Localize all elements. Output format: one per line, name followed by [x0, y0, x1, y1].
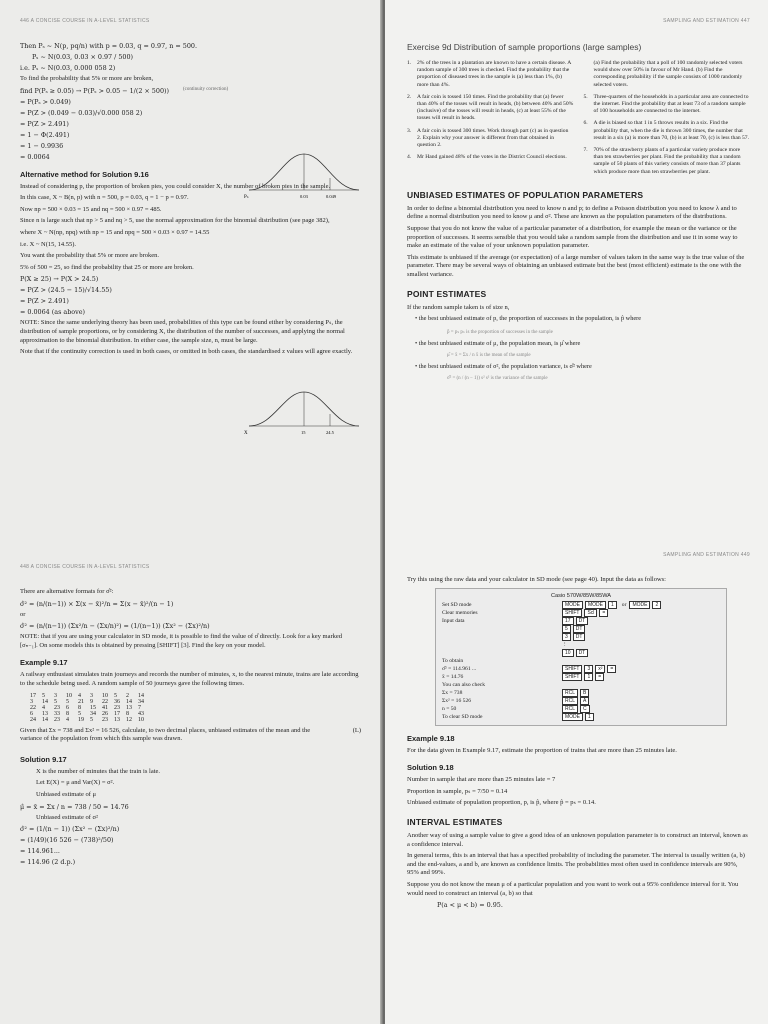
example-heading: Example 9.18 [407, 733, 455, 743]
table-cell: 10 [102, 692, 108, 699]
exercise-item [407, 60, 574, 89]
item-text: A die is biased so that 1 in 5 throws results in a six. Find the probability that, when the die is thrown 300 times, the number that result in a six (a) is more than 70, (b) is at least 70, (c) is less than 57. [593, 120, 750, 141]
calculator-row [442, 649, 720, 657]
solution-line: μ̂ = x̄ = Σx / n = 738 / 50 = 14.76 [20, 802, 129, 811]
math-line: = 0.0064 [20, 152, 50, 161]
paragraph: In order to define a binomial distribution you need to know n and p; to define a Poisson distribution you need to know λ and to define a normal distribution you need to know μ and σ². These are known as the population parameters of the distributions. [407, 204, 737, 221]
calculator-key: A [580, 697, 589, 705]
calculator-model: Casio 570W/85W/85WA [550, 592, 612, 599]
solution-line: Unbiased estimate of population proportion, p, is p̂, where p̂ = pₛ = 0.14. [407, 799, 596, 807]
calculator-row-label: x̄ = 14.76 [442, 673, 464, 680]
page-449 [385, 512, 768, 1024]
math-line: = P(Z > 2.491) [20, 119, 69, 128]
exercise-column-right [584, 60, 751, 181]
paragraph: Another way of using a sample value to give a good idea of an unknown population parameter is to construct an interval, known as a confidence interval. [407, 831, 748, 848]
axis-value: 24.5 [326, 430, 334, 435]
table-cell: 22 [102, 698, 108, 705]
continuity-correction-note: (continuity correction) [183, 86, 229, 92]
bullet-item: • the best unbiased estimate of p, the proportion of successes in the population, is p̂ where [415, 315, 750, 323]
table-cell: 4 [42, 704, 45, 711]
item-number [584, 60, 594, 89]
table-cell: 3 [54, 692, 57, 699]
source-mark: (L) [352, 726, 361, 734]
exercise-item [407, 128, 574, 150]
solution-line: Proportion in sample, pₛ = 7/50 = 0.14 [407, 787, 508, 795]
math-line: To find the probability that 5% or more are broken, [20, 75, 154, 82]
calculator-key: DT [576, 649, 589, 657]
normal-curve-diagram-2 [244, 388, 364, 438]
calculator-row-label: σ̂² = 114.961 ... [442, 665, 477, 672]
calculator-key: 1 [608, 601, 617, 609]
data-table [30, 693, 150, 723]
table-cell: 6 [30, 710, 33, 717]
table-cell: 33 [54, 710, 60, 717]
item-text: Three-quarters of the households in a particular area are connected to the internet. Find the probability that at least 73 of a random sample of 100 households are connected to the internet. [593, 93, 749, 115]
item-text: 70% of the strawberry plants of a particular variety produce more than ten strawberries per plant. Find the probability that a random sample of 50 plants of this variety consists of more than 37 plants which produce more than ten strawberries per plant. [593, 147, 741, 175]
paragraph: Instead of considering p, the proportion of broken pies, you could consider X, the number of broken pies in the sample. [20, 182, 331, 190]
table-cell: 8 [126, 710, 129, 717]
calculator-row-label: You can also check [442, 681, 486, 688]
paragraph: There are alternative formats for σ̂²: [20, 588, 114, 595]
calculator-row [442, 665, 720, 673]
solution-line: Let E(X) = μ and Var(X) = σ². [36, 779, 115, 787]
table-cell: 9 [90, 698, 93, 705]
exercise-item [584, 60, 751, 89]
paragraph: Suppose you do not know the mean μ of a particular population and you want to work out a 95% confidence interval for it. You would need to construct an interval (a, b) so that [407, 880, 739, 897]
note: Note that if the continuity correction is used in both cases, or omitted in both cases, the standardised z values will agree exactly. [20, 348, 353, 356]
running-head: 446 A CONCISE COURSE IN A-LEVEL STATISTICS [20, 18, 150, 24]
calculator-row-label [442, 625, 562, 633]
exercise-column-left [407, 60, 574, 181]
calculator-key: 10 [562, 649, 574, 657]
table-cell: 4 [66, 716, 69, 723]
calculator-key: = [599, 609, 608, 617]
solution-line: Number in sample that are more than 25 minutes late = 7 [407, 776, 556, 784]
calculator-key: C [580, 705, 590, 713]
calculator-key: SHIFT [562, 673, 582, 681]
calculator-row-label: n = 50 [442, 705, 457, 712]
solution-line: Unbiased estimate of σ² [36, 813, 98, 821]
calculator-row [442, 673, 720, 681]
section-heading: Alternative method for Solution 9.16 [20, 169, 149, 179]
bullet-item: • the best unbiased estimate of μ, the population mean, is μ̂ where [415, 340, 750, 348]
table-cell: 8 [66, 710, 69, 717]
calculator-key: SHIFT [562, 665, 582, 673]
table-cell: 26 [102, 710, 108, 717]
formula-line: p̂ = pₛ pₛ is the proportion of successes in the sample [447, 329, 553, 335]
solution-line: Unbiased estimate of μ [36, 790, 96, 798]
solution-line: = (1/49)(16 526 − (738)²/50) [20, 836, 114, 845]
table-cell: 17 [30, 692, 36, 699]
paragraph: A railway enthusiast simulates train journeys and records the number of minutes, x, to the nearest minute, trains are late according to the schedule being used. A random sample of 50 journeys gave the following times. [20, 671, 359, 687]
table-cell: 3 [90, 692, 93, 699]
calculator-key: or [621, 601, 627, 608]
table-cell: 5 [114, 692, 117, 699]
calculator-row-label: Σx² = 16 526 [442, 697, 472, 704]
paragraph: In this case, X ~ B(n, p) with n = 500, p = 0.03, q = 1 − p = 0.97. [20, 194, 189, 202]
math-line: Pₛ ~ N(0.03, 0.03 × 0.97 / 500) [32, 53, 134, 61]
math-line: = P(Z > (24.5 − 15)/√14.55) [20, 286, 112, 295]
math-line: Then Pₛ ~ N(p, pq/n) with p = 0.03, q = 0.97, n = 500. [20, 42, 197, 50]
paragraph: This estimate is unbiased if the average (or expectation) of a large number of values taken in the same way is the true value of the parameter. There may be several ways of obtaining an unbiased estimate but the best (most efficient) estimate is the one with the smallest variance. [407, 253, 745, 278]
calculator-key: SHIFT [562, 609, 582, 617]
note: NOTE: Since the same underlying theory has been used, probabilities of this type can be found either by considering Pₛ, the distribution of sample proportions, or by considering X, the distribution of the number of successes, and applying the normal approximation to the binomial distribution. In either case, the sample size, n, must be large. [20, 319, 345, 344]
formula-line: σ̂² = (n / (n − 1)) s² s² is the variance of the sample [447, 376, 548, 382]
table-cell: 23 [114, 704, 120, 711]
paragraph: For the data given in Example 9.17, estimate the proportion of trains that are more than 25 minutes late. [407, 746, 677, 754]
calculator-row-label [442, 641, 562, 649]
math-line: = 1 − 0.9936 [20, 141, 64, 150]
table-cell: 10 [66, 692, 72, 699]
table-cell: 5 [66, 698, 69, 705]
table-cell: 13 [126, 704, 132, 711]
section-heading: UNBIASED ESTIMATES OF POPULATION PARAMETERS [407, 189, 644, 200]
calculator-row [442, 713, 720, 721]
calculator-key: 1 [584, 673, 593, 681]
table-cell: 19 [78, 716, 84, 723]
calculator-key: = [607, 665, 616, 673]
calculator-key: ⋮ [562, 641, 568, 648]
table-cell: 10 [138, 716, 144, 723]
item-number: 6. [583, 120, 588, 127]
table-cell: 14 [42, 698, 48, 705]
calculator-row-label [442, 633, 562, 641]
calculator-row-label [442, 649, 562, 657]
axis-value: 0.049 [326, 194, 337, 199]
item-number: 3. [407, 127, 412, 134]
item-number: 1. [407, 60, 412, 66]
paragraph: where X ~ N(np, npq) with np = 15 and npq = 500 × 0.03 × 0.97 = 14.55 [20, 228, 210, 236]
exercise-item [584, 120, 751, 142]
table-cell: 7 [138, 704, 141, 711]
exercise-title: Exercise 9d Distribution of sample proportions (large samples) [407, 42, 642, 52]
paragraph: You want the probability that 5% or more are broken. [20, 252, 160, 260]
formula-line: σ̂² = (n/(n−1)) (Σx²/n − (Σx/n)²) = (1/(n−1)) (Σx² − (Σx)²/n) [20, 622, 210, 631]
paragraph: Suppose that you do not know the value of a particular parameter of a distribution, for example the mean or the variance or the proportion of successes. It seems sensible that you would take a random sample from the distribution and use it in some way to make an estimate of the value of your unknown population parameter. [407, 225, 738, 250]
calculator-row [442, 633, 720, 641]
table-row [30, 717, 150, 723]
solution-line: σ̂² = (1/(n − 1)) (Σx² − (Σx)²/n) [20, 825, 120, 834]
bullet-item: • the best unbiased estimate of σ², the population variance, is σ̂² where [415, 363, 750, 371]
table-cell: 14 [138, 692, 144, 699]
calculator-row [442, 609, 720, 617]
calculator-key: MODE [585, 601, 606, 609]
solution-line: = 114.961... [20, 847, 60, 856]
paragraph: Now np = 500 × 0.03 = 15 and nq = 500 × 0.97 = 485. [20, 205, 162, 213]
paragraph: 5% of 500 = 25, so find the probability that 25 or more are broken. [20, 263, 194, 271]
calculator-key: DT [573, 625, 586, 633]
calculator-key: = [595, 673, 604, 681]
math-line: = 1 − Φ(2.491) [20, 130, 70, 139]
table-cell: 24 [30, 716, 36, 723]
table-cell: 6 [66, 704, 69, 711]
paragraph: i.e. X ~ N(15, 14.55). [20, 240, 77, 248]
math-line: = P(Z > 2.491) [20, 297, 69, 306]
table-cell: 4 [78, 692, 81, 699]
item-number: 5. [583, 93, 588, 100]
exercise-item [584, 94, 751, 116]
table-cell: 2 [126, 692, 129, 699]
table-cell: 41 [102, 704, 108, 711]
item-text: 2% of the trees in a plantation are known to have a certain disease. A random sample of 300 trees is checked. Find the probability that the proportion of diseased trees in the sample is (a) less than 1%, (b) more than 4%. [417, 60, 571, 88]
table-cell: 36 [114, 698, 120, 705]
table-cell: 5 [78, 710, 81, 717]
exercise-item [407, 94, 574, 123]
table-cell: 21 [78, 698, 84, 705]
calculator-key: RCL [562, 689, 578, 697]
calculator-row [442, 625, 720, 633]
calculator-key: 2 [652, 601, 661, 609]
item-text: A fair coin is tossed 150 times. Find the probability that (a) fewer than 40% of the tosses will result in heads, (b) between 40% and 50% (inclusive) of the tosses will result in heads, (c) at least 55% of the tosses will result in heads. [417, 93, 574, 122]
math-line: i.e. Pₛ ~ N(0.03, 0.000 058 2) [20, 64, 116, 72]
solution-heading: Solution 9.18 [407, 763, 454, 773]
calculator-key: x² [595, 665, 605, 673]
calculator-key: MODE [629, 601, 650, 609]
page-446 [0, 0, 383, 512]
paragraph: Since n is large such that np > 5 and nq > 5, use the normal approximation for the binomial distribution (see page 382), [20, 217, 330, 225]
calculator-row [442, 689, 720, 697]
table-cell: 23 [102, 716, 108, 723]
math-line: = P(Z > (0.049 − 0.03)/√0.000 058 2) [20, 108, 143, 117]
table-cell: 17 [114, 710, 120, 717]
table-cell: 23 [54, 716, 60, 723]
calculator-key: DT [576, 617, 589, 625]
running-head: SAMPLING AND ESTIMATION 449 [663, 552, 750, 558]
bottom-spread [0, 512, 768, 1024]
item-text: Mr Hand gained 48% of the votes in the District Council elections. [417, 154, 567, 161]
table-cell: 34 [138, 698, 144, 705]
item-number: 7. [583, 147, 588, 154]
table-cell: 14 [42, 716, 48, 723]
calculator-row [442, 681, 720, 689]
section-heading: POINT ESTIMATES [407, 288, 487, 299]
running-head: SAMPLING AND ESTIMATION 447 [663, 18, 750, 24]
table-cell: 12 [126, 716, 132, 723]
exercise-item [407, 154, 574, 161]
paragraph: or [20, 610, 26, 618]
calculator-key: Scl [584, 609, 597, 617]
table-cell: 13 [42, 710, 48, 717]
calculator-row-label: Clear memories [442, 609, 478, 616]
formula-line: μ̂ = x̄ = Σx / n x̄ is the mean of the sample [447, 353, 531, 358]
table-cell: 15 [90, 704, 96, 711]
calculator-row-label: To obtain [442, 657, 464, 664]
page-448 [0, 512, 383, 1024]
calculator-key: B [580, 689, 589, 697]
section-heading: INTERVAL ESTIMATES [407, 816, 503, 827]
math-line: = 0.0064 (as above) [20, 308, 86, 317]
calculator-row-label: Σx = 738 [442, 689, 463, 696]
item-text: (a) Find the probability that a poll of 100 randomly selected voters would show over 50% in favour of Mr Hand. (b) Find the corresponding probability if the sample consists of 1000 randomly selected voters. [593, 60, 743, 88]
normal-curve-diagram-1 [244, 150, 364, 202]
item-number: 4. [407, 154, 412, 161]
calculator-key: 3 [584, 665, 593, 673]
calculator-key: 5 [562, 625, 571, 633]
page-447 [385, 0, 768, 512]
calculator-key: MODE [562, 713, 583, 721]
calculator-row-label: Set SD mode [442, 601, 472, 608]
table-cell: 34 [90, 710, 96, 717]
axis-label: X [244, 431, 248, 436]
axis-value: 15 [301, 430, 306, 435]
calculator-row [442, 617, 720, 625]
table-cell: 3 [30, 698, 33, 705]
table-cell: 5 [54, 698, 57, 705]
solution-heading: Solution 9.17 [20, 754, 67, 764]
calculator-instructions-box [435, 588, 727, 726]
item-text: A fair coin is tossed 300 times. Work through part (c) as in question 2. Explain why your answer is different from that obtained in question 2. [417, 127, 569, 149]
calculator-row-label: Input data [442, 617, 465, 624]
formula-line: σ̂² = (n/(n−1)) × Σ(x − x̄)²/n = Σ(x − x̄)²/(n − 1) [20, 599, 174, 608]
exercise-item [584, 147, 751, 176]
calculator-row [442, 705, 720, 713]
calculator-row [442, 601, 720, 609]
calculator-row [442, 697, 720, 705]
table-cell: 5 [42, 692, 45, 699]
table-cell: 13 [114, 716, 120, 723]
paragraph: In general terms, this is an interval that has a specified probability of including the parameter. The interval is usually written (a, b) and the end-values, a and b, are known as confidence limits. The probabilities most often used in confidence intervals are 90%, 95% and 99%. [407, 852, 745, 877]
calculator-row-label: To clear SD mode [442, 713, 483, 720]
table-cell: 14 [126, 698, 132, 705]
calculator-key: RCL [562, 705, 578, 713]
formula-line: P(a < μ < b) = 0.95. [437, 901, 503, 910]
calculator-key: 17 [562, 617, 574, 625]
paragraph: Given that Σx = 738 and Σx² = 16 526, calculate, to two decimal places, unbiased estimates of the mean and the variance of the population from which this sample was drawn. [20, 726, 311, 743]
calculator-key: 1 [585, 713, 594, 721]
math-line: find P(Pₛ ≥ 0.05) → P(Pₛ > 0.05 − 1/(2 × 500)) [20, 86, 169, 95]
exercise-columns [407, 60, 750, 181]
working-lines-a [20, 42, 361, 162]
running-head: 448 A CONCISE COURSE IN A-LEVEL STATISTICS [20, 564, 150, 570]
math-line: P(X ≥ 25) → P(X > 24.5) [20, 275, 99, 284]
calculator-row [442, 641, 720, 649]
item-number: 2. [407, 93, 412, 100]
paragraph: Try this using the raw data and your calculator in SD mode (see page 40). Input the data as follows: [407, 576, 666, 583]
solution-line: = 114.96 (2 d.p.) [20, 858, 76, 867]
axis-label: Pₛ [244, 195, 249, 200]
calculator-key: RCL [562, 697, 578, 705]
axis-value: 0.03 [300, 194, 308, 199]
table-cell: 5 [90, 716, 93, 723]
calculator-key: DT [573, 633, 586, 641]
calculator-key: 3 [562, 633, 571, 641]
paragraph: If the random sample taken is of size n, [407, 303, 510, 311]
math-line: = P(Pₛ > 0.049) [20, 97, 71, 106]
calculator-key: MODE [562, 601, 583, 609]
table-cell: 22 [30, 704, 36, 711]
table-cell: 43 [138, 710, 144, 717]
table-cell: 8 [78, 704, 81, 711]
solution-line: X is the number of minutes that the train is late. [36, 767, 161, 775]
calculator-row [442, 657, 720, 665]
note: NOTE: that if you are using your calculator in SD mode, it is possible to find the value of σ̂ directly. Look for a key marked [σₙ₋₁]. On some models this is obtained by pressing [SHIFT] [3]. Find the key on your model. [20, 633, 343, 649]
table-cell: 23 [54, 704, 60, 711]
example-heading: Example 9.17 [20, 658, 68, 668]
